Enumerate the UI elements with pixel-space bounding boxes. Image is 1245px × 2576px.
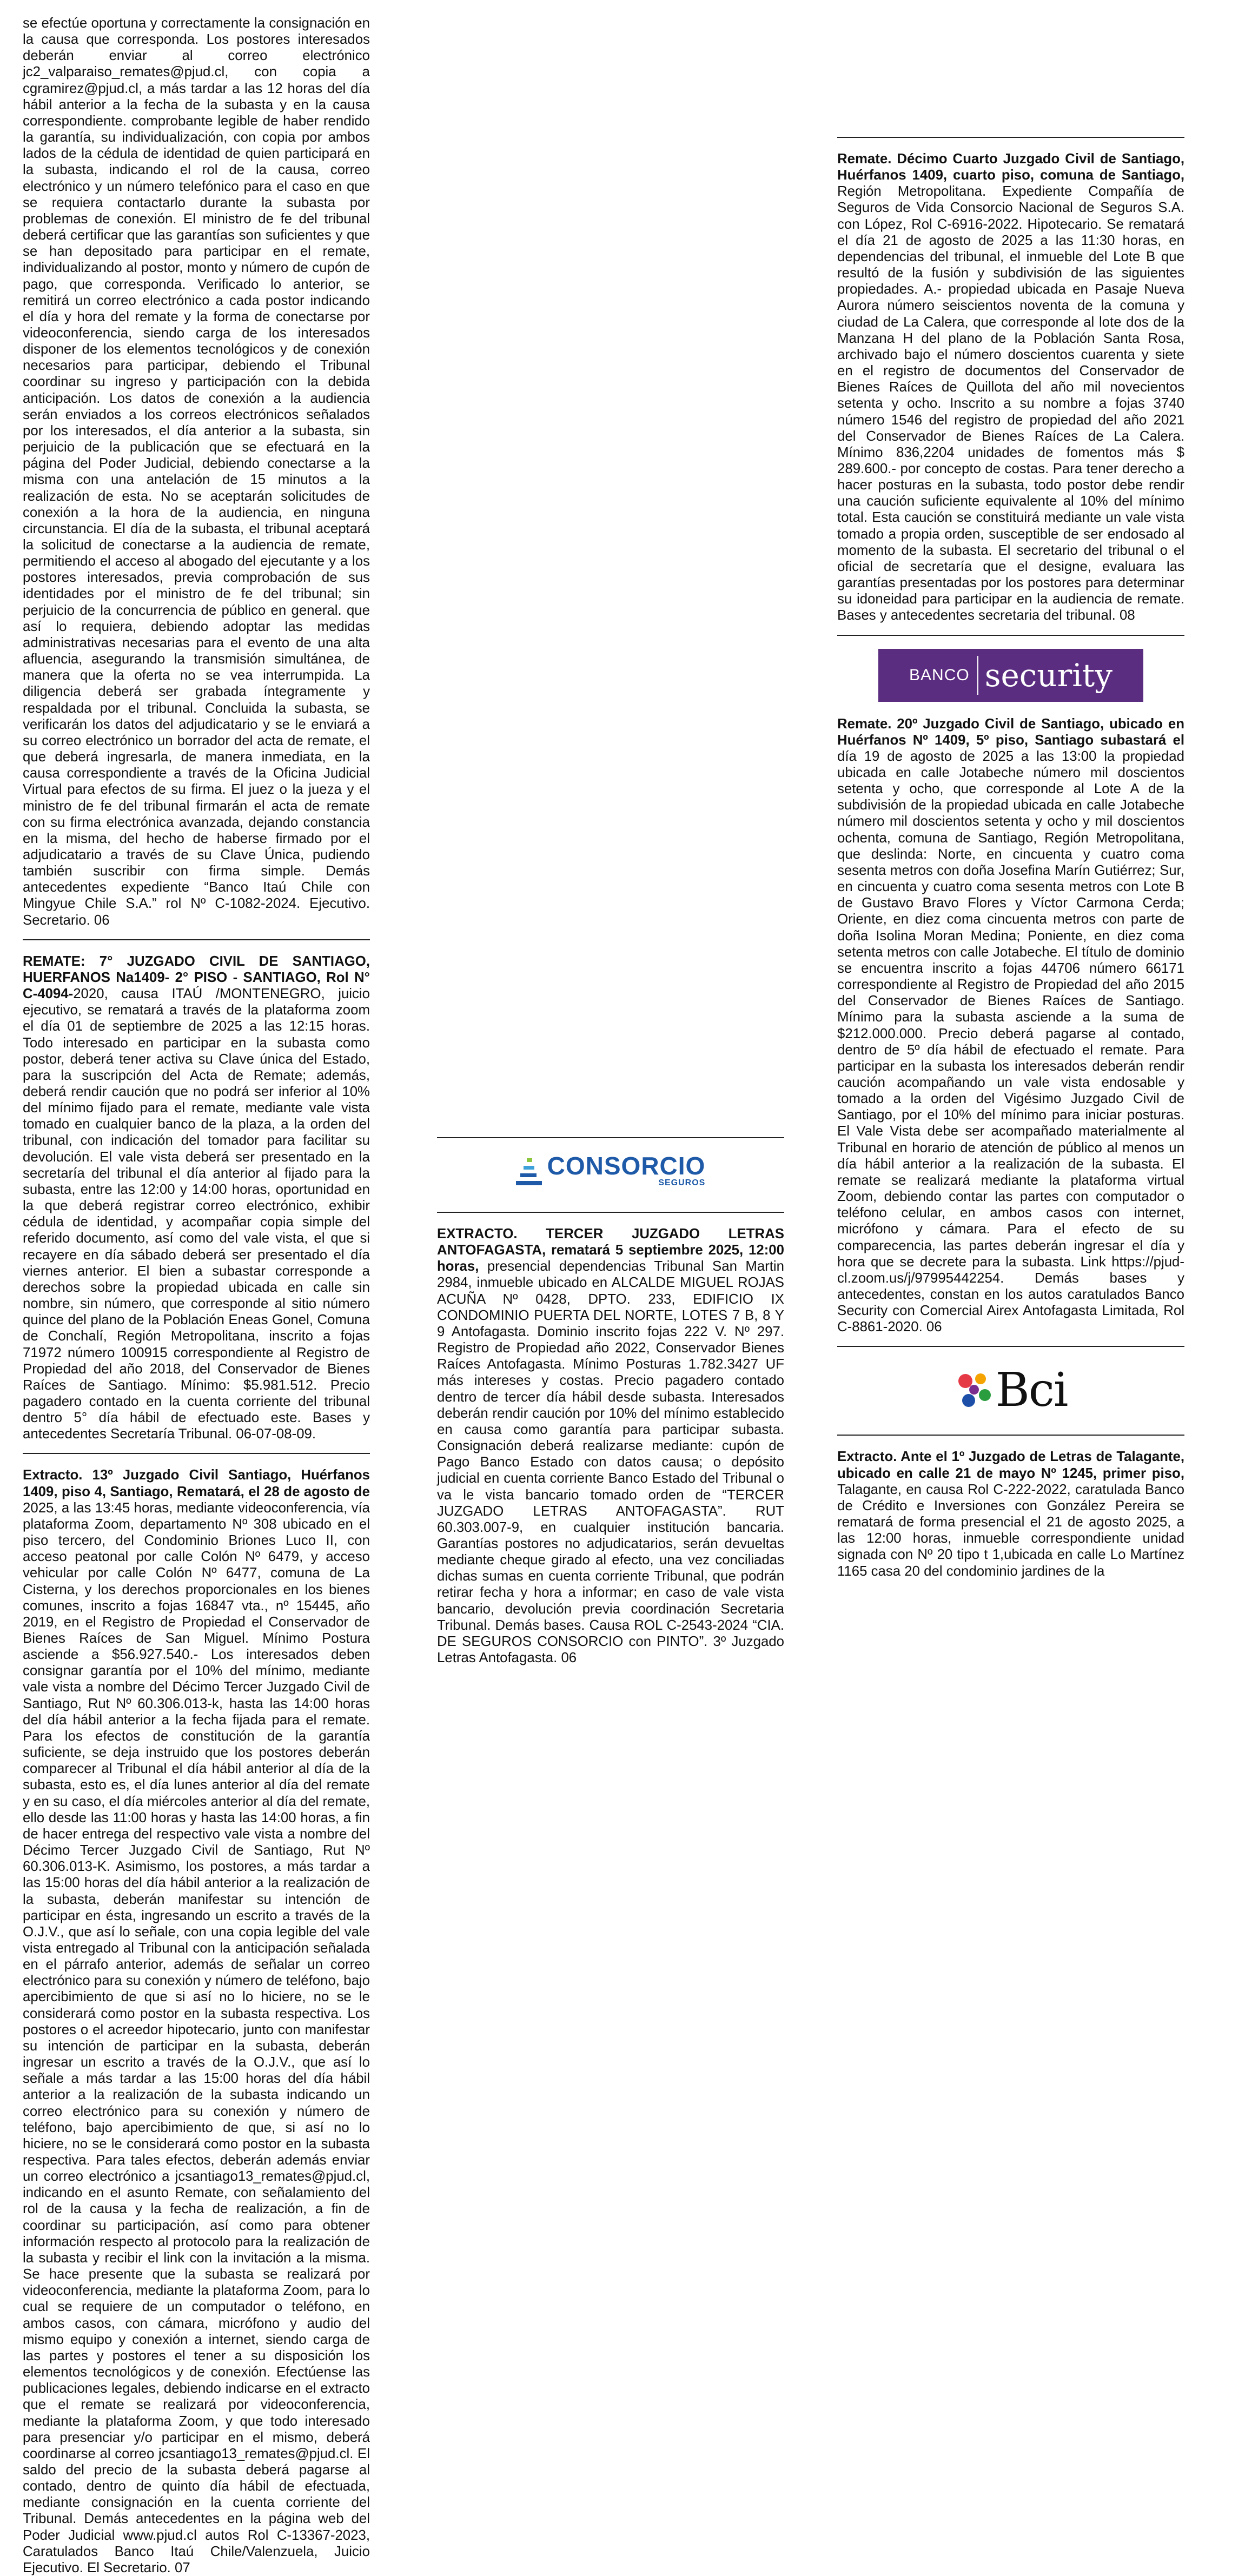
notice-talagante — [837, 1449, 1184, 1579]
divider — [437, 1212, 784, 1213]
consorcio-logo — [437, 1144, 784, 1198]
divider — [837, 1346, 1184, 1347]
notice-heading: Extracto. Ante el 1º Juzgado de Letras de Talagante, ubicado en calle 21 de mayo Nº 1245, primer piso, — [837, 1449, 1184, 1481]
security-banco-label: BANCO — [909, 666, 970, 684]
divider — [437, 1137, 784, 1138]
divider — [23, 939, 370, 940]
notice-heading: EXTRACTO. TERCER JUZGADO LETRAS ANTOFAGASTA, rematará 5 septiembre 2025, 12:00 horas, — [437, 1226, 784, 1274]
notice-body: Región Metropolitana. Expediente Compañía de Seguros de Vida Consorcio Nacional de Seguros S.A. con López, Rol C-6916-2022. Hipotecario. Se rematará el día 21 de agosto de 2025 a las 11:30 horas, en dependencias del tribunal, el inmueble del Lote B que resultó de la fusión y subdivisión de las siguientes propiedades. A.- propiedad ubicada en Pasaje Nueva Aurora número seiscientos noventa de la comuna y ciudad de La Calera, que corresponde al lote dos de la Manzana H del plano de la Población Santa Rosa, archivado bajo el número doscientos cuarenta y siete en el registro de documentos del Conservador de Bienes Raíces de Quillota del año mil novecientos setenta y ocho. Inscrito a su nombre a fojas 3740 número 1546 del registro de propiedad del año 2021 del Conservador de Bienes Raíces de La Calera. Mínimo 836,2204 unidades de fomentos más $ 289.600.- por concepto de costas. Para tener derecho a hacer posturas en la subasta, todo postor debe rendir una caución suficiente equivalente al 10% del mínimo total. Esta caución se constituirá mediante un vale vista tomado a propia orden, susceptible de ser endosado al momento de la subasta. El secretario del tribunal o el oficial de secretaría que el designe, evaluara las garantías presentadas por los postores para determinar su idoneidad para participar en la audiencia de remate. Bases y antecedentes secretaria del tribunal. 08 — [837, 184, 1184, 623]
column-left — [23, 15, 370, 2575]
column-right — [837, 15, 1184, 1745]
notice-tercer-juzgado-antofagasta — [437, 1226, 784, 1666]
security-name: security — [984, 656, 1112, 694]
notice-body: se efectúe oportuna y correctamente la consignación en la causa que corresponda. Los postores interesados deberán enviar al correo electrónico jc2_valparaiso_remates@pjud.cl, con copia a cgramirez@pjud.cl, a más tardar a las 12 horas del día hábil anterior a la fecha de la subasta y en la causa correspondiente. comprobante legible de haber rendido la garantía, su individualización, con copia por ambos lados de la cédula de identidad de quien participará en la subasta, indicando el rol de la causa, correo electrónico y un número telefónico para el caso en que se requiera contactarlo durante la subasta por problemas de conexión. El ministro de fe del tribunal deberá certificar que las garantías son suficientes y que se han depositado para participar en el remate, individualizando al postor, monto y número de cupón de pago, que corresponda. Verificado lo anterior, se remitirá un correo electrónico a cada postor indicando el día y hora del remate y la forma de conectarse por videoconferencia, siendo carga de los interesados disponer de los elementos tecnológicos y de conexión necesarios para participar, debiendo el Tribunal coordinar su ingreso y participación con la debida anticipación. Los datos de conexión a la audiencia serán enviados a los correos electrónicos señalados por los interesados, el día anterior a la subasta, sin perjuicio de la publicación que se efectuará en la página del Poder Judicial, debiendo conectarse a la misma con una antelación de 15 minutos a la realización de esta. No se aceptarán solicitudes de conexión a la hora de la audiencia, en ninguna circunstancia. El día de la subasta, el tribunal aceptará la solicitud de conectarse a la audiencia de remate, permitiendo el acceso al abogado del ejecutante y a los postores interesados, previa comprobación de sus identidades por el ministro de fe del tribunal; sin perjuicio de la concurrencia de público en general. que así lo requiera, debiendo adoptar las medidas administrativas necesarias para el evento de una alta afluencia, asegurando la transmisión simultánea, de manera que la oferta no se vea interrumpida. La diligencia deberá ser grabada íntegramente y respaldada por el tribunal. Concluida la subasta, se verificarán los datos del adjudicatario y se le enviará a su correo electrónico un borrador del acta de remate, el que deberá ingresarla, de manera inmediata, en la causa correspondiente a través de la Oficina Judicial Virtual para efectos de su firma. El juez o la jueza y el ministro de fe del tribunal firmarán el acta de remate con su firma electrónica avanzada, dejando constancia en la misma, del hecho de haberse firmado por el adjudicatario a través de su Clave Única, pudiendo también suscribir con firma simple. Demás antecedentes expediente “Banco Itaú Chile con Mingyue Chile S.A.” rol Nº C-1082-2024. Ejecutivo. Secretario. 06 — [23, 16, 370, 928]
notice-heading: Extracto. 13º Juzgado Civil Santiago, Huérfanos 1409, piso 4, Santiago, Rematará, el 28 de agosto de — [23, 1468, 370, 1499]
notice-heading: Remate. 20º Juzgado Civil de Santiago, ubicado en Huérfanos Nº 1409, 5º piso, Santiago subastará el — [837, 716, 1184, 748]
bci-logo — [837, 1360, 1184, 1420]
divider — [837, 1435, 1184, 1436]
divider — [837, 635, 1184, 636]
banco-security-logo — [837, 649, 1184, 702]
notice-body: día 19 de agosto de 2025 a las 13:00 la propiedad ubicada en calle Jotabeche número mil doscientos setenta y ocho, que corresponde al Lote A de la subdivisión de la propiedad ubicada en calle Jotabeche número mil doscientos setenta y ocho y mil doscientos ochenta, comuna de Santiago, Región Metropolitana, que deslinda: Norte, en cincuenta y cuatro coma sesenta metros con doña Josefina Marín Gutiérrez; Sur, en cincuenta y cuatro coma sesenta metros con Lote B de Gustavo Bravo Flores y Víctor Carmona Cerda; Oriente, en diez coma cincuenta metros con parte de doña Isolina Moran Medina; Poniente, en diez coma setenta metros con calle Jotabeche. El título de dominio se encuentra inscrito a fojas 44706 número 66171 correspondiente al Registro de Propiedad del año 2015 del Conservador de Bienes Raíces de Santiago. Mínimo para la subasta asciende a la suma de $212.000.000. Precio deberá pagarse al contado, dentro de 5º día hábil de efectuado el remate. Para participar en la subasta los interesados deberán rendir caución acompañando un vale vista endosable y tomado a la orden del Vigésimo Juzgado Civil de Santiago, por el 10% del mínimo para iniciar posturas. El Vale Vista debe ser acompañado materialmente al Tribunal en horario de atención de público al menos un día hábil anterior a la realización de la subasta. El remate se realizará mediante la plataforma virtual Zoom, debiendo contar las partes con computador o teléfono celular, en ambos casos con internet, micrófono y cámara. Para el efecto de su comparecencia, las partes deberán ingresar el día y hora que se decrete para la subasta. Link https://pjud-cl.zoom.us/j/97995442254. Demás bases y antecedentes, constan en los autos caratulados Banco Security con Comercial Airex Antofagasta Limitada, Rol C-8861-2020. 06 — [837, 748, 1184, 1335]
notice-heading: REMATE: 7° JUZGADO CIVIL DE SANTIAGO, HUERFANOS Na1409- 2° PISO - SANTIAGO, Rol N° C-4094- — [23, 953, 370, 1002]
notice-7-juzgado — [23, 953, 370, 1443]
notice-continuation — [23, 15, 370, 928]
bci-star-icon — [955, 1371, 992, 1409]
divider — [23, 1453, 370, 1454]
consorcio-sub: SEGUROS — [658, 1178, 706, 1187]
divider — [837, 137, 1184, 138]
column-middle — [437, 15, 784, 1745]
notice-14-juzgado — [837, 151, 1184, 624]
notice-13-juzgado — [23, 1467, 370, 2576]
notice-body: presencial dependencias Tribunal San Martin 2984, inmueble ubicado en ALCALDE MIGUEL ROJAS ACUÑA Nº 0428, DPTO. 233, EDIFICIO IX CONDOMINIO PUERTA DEL NORTE, LOTES 7 B, 8 Y 9 Antofagasta. Dominio inscrito fojas 222 V. Nº 297. Registro de Propiedad año 2022, Conservador Bienes Raíces Antofagasta. Mínimo Posturas 1.782.3427 UF más intereses y costas. Precio pagadero contado dentro de tercer día hábil desde subasta. Interesados deberán rendir caución por 10% del mínimo establecido en causa como garantía para participar subasta. Consignación deberá realizarse mediante: cupón de Pago Banco Estado con datos causa; o depósito judicial en cuenta corriente Banco Estado del Tribunal o va le vista bancario tomado orden de “TERCER JUZGADO LETRAS ANTOFAGASTA”. RUT 60.303.007-9, en cualquier institución bancaria. Garantías postores no adjudicatarios, serán devueltas mediante cheque girado al efecto, una vez conciliadas dichas sumas en cuenta corriente Tribunal, que podrán retirar fecha y hora a informar; en caso de vale vista bancario, devolución previa coordinación Secretaria Tribunal. Demás bases. Causa ROL C-2543-2024 “CIA. DE SEGUROS CONSORCIO con PINTO”. 3º Juzgado Letras Antofagasta. 06 — [437, 1259, 784, 1666]
notice-heading: Remate. Décimo Cuarto Juzgado Civil de Santiago, Huérfanos 1409, cuarto piso, comuna de Santiago, — [837, 151, 1184, 183]
notice-body: 2025, a las 13:45 horas, mediante videoconferencia, vía plataforma Zoom, departamento Nº 308 ubicado en el piso tercero, del Condominio Briones Luco II, con acceso peatonal por calle Colón Nº 6479, y acceso vehicular por calle Colón Nº 6477, comuna de La Cisterna, y los derechos proporcionales en los bienes comunes, inscrito a fojas 16847 vta., nº 15445, año 2019, en el Registro de Propiedad el Conservador de Bienes Raíces de San Miguel. Mínimo Postura asciende a $56.927.540.- Los interesados deben consignar garantía por el 10% del mínimo, mediante vale vista a nombre del Décimo Tercer Juzgado Civil de Santiago, Rut Nº 60.306.013-k, hasta las 14:00 horas del día hábil anterior a la fecha fijada para el remate. Para los efectos de constitución de la garantía suficiente, se deja instruido que los postores deberán comparecer al Tribunal el día hábil anterior al día de la subasta, esto es, el día lunes anterior al día del remate y en su caso, el día miércoles anterior al día del remate, ello desde las 11:00 horas y hasta las 14:00 horas, a fin de hacer entrega del respectivo vale vista a nombre del Décimo Tercer Juzgado Civil de Santiago, Rut Nº 60.306.013-K. Asimismo, los postores, a más tardar a las 15:00 horas del día hábil anterior a la realización de la subasta, deberán manifestar su intención de participar en ésta, ingresando un escrito a través de la O.J.V., que así lo señale, con una copia legible del vale vista entregado al Tribunal con la anticipación señalada en el párrafo anterior, además de señalar un correo electrónico para su conexión y número de teléfono, bajo apercibimiento de que si así no lo hiciere, no se le considerará como postor en la subasta respectiva. Los postores o el acreedor hipotecario, junto con manifestar su intención de participar en la subasta, deberán ingresar un escrito a través de la O.J.V., que así lo señale a más tardar a las 15:00 horas del día hábil anterior a la realización de la subasta indicando un correo electrónico para su conexión y número de teléfono, bajo apercibimiento de que, si así no lo hiciere, no se le considerará como postor en la subasta respectiva. Para tales efectos, deberán además enviar un correo electrónico a jcsantiago13_remates@pjud.cl, indicando en el asunto Remate, con señalamiento del rol de la causa y la fecha de realización, a fin de coordinar su participación, así como para obtener información respecto al protocolo para la realización de la subasta y recibir el link con la invitación a la misma. Se hace presente que la subasta se realizará por videoconferencia, mediante la plataforma Zoom, para lo cual se requiere de un computador o teléfono, en ambos casos, con cámara, micrófono y audio del mismo equipo y conexión a internet, siendo carga de las partes y postores el tener a su disposición los elementos tecnológicos y de conexión. Efectúense las publicaciones legales, debiendo indicarse en el extracto que el remate se realizará por videoconferencia, mediante la plataforma Zoom, y que todo interesado para presenciar y/o participar en el mismo, deberá coordinarse al correo jcsantiago13_remates@pjud.cl. El saldo del precio de la subasta deberá pagarse al contado, dentro de quinto día hábil de efectuada, mediante consignación en la cuenta corriente del Tribunal. Demás antecedentes en la página web del Poder Judicial www.pjud.cl autos Rol C-13367-2023, Caratulados Banco Itaú Chile/Valenzuela, Juicio Ejecutivo. El Secretario. 07 — [23, 1500, 370, 2575]
notice-20-juzgado — [837, 716, 1184, 1336]
consorcio-mark-icon — [516, 1154, 542, 1187]
notice-body: Talagante, en causa Rol C-222-2022, caratulada Banco de Crédito e Inversiones con González Pereira se rematará de forma presencial el 21 de agosto 2025, a las 12:00 horas, inmueble correspondiente unidad signada con Nº 20 tipo t 1,ubicada en calle Lo Martínez 1165 casa 20 del condominio jardines de la — [837, 1482, 1184, 1579]
consorcio-name: CONSORCIO — [547, 1152, 706, 1180]
notice-body: 2020, causa ITAÚ /MONTENEGRO, juicio ejecutivo, se rematará a través de la plataforma zoom el día 01 de septiembre de 2025 a las 12:15 horas. Todo interesado en participar en la subasta como postor, deberá tener activa su Clave única del Estado, para la suscripción del Acta de Remate; además, deberá rendir caución que no podrá ser inferior al 10% del mínimo fijado para el remate, mediante vale vista tomado en cualquier banco de la plaza, a la orden del tribunal, con indicación del tomador para facilitar su devolución. El vale vista deberá ser presentado en la secretaría del tribunal el día anterior al fijado para la subasta, entre las 12:00 y 14:00 horas, oportunidad en la que deberá registrar correo electrónico, exhibir cédula de identidad, y acompañar copia simple del referido documento, así como del vale vista, el que si recayere en día sábado deberá ser presentado el día viernes anterior. El bien a subastar corresponde a derechos sobre la propiedad ubicada en calle sin nombre, sin número, que corresponde al sitio número quince del plano de la Población Eneas Gonel, Comuna de Conchalí, Región Metropolitana, inscrito a fojas 71972 número 100915 correspondiente al Registro de Propiedad del año 2018, del Conservador de Bienes Raíces de Santiago. Mínimo: $5.981.512. Precio pagadero contado en la cuenta corriente del tribunal dentro 5° día hábil de efectuado este. Bases y antecedentes Secretaría Tribunal. 06-07-08-09. — [23, 986, 370, 1442]
bci-name: Bci — [995, 1363, 1068, 1418]
